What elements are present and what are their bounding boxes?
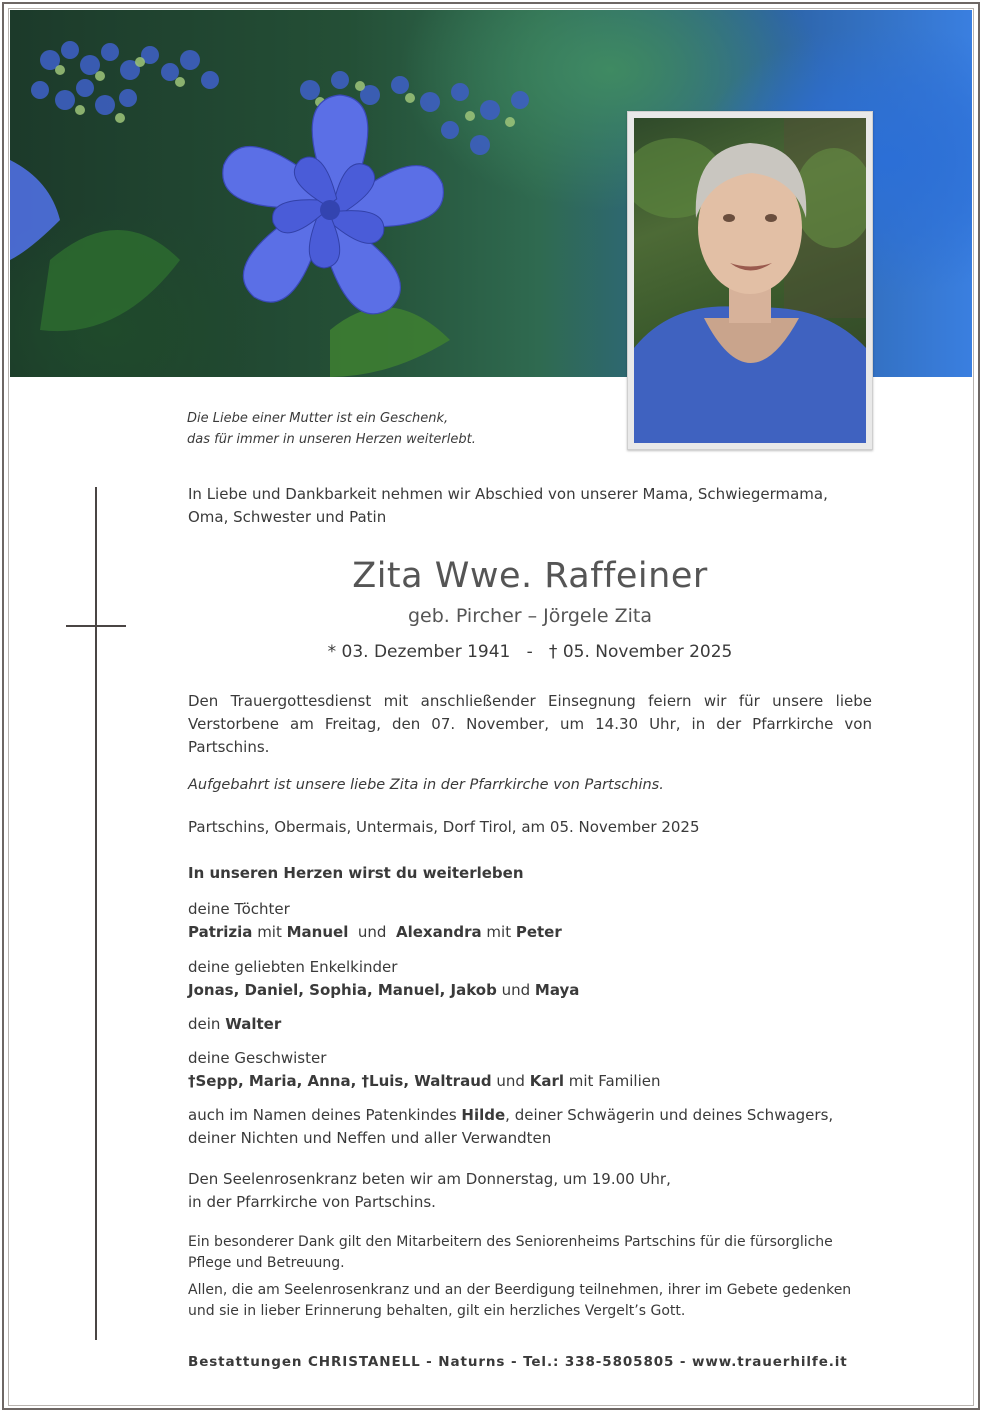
portrait-photo-frame <box>627 111 873 450</box>
son-in-law-name: Manuel <box>286 923 349 941</box>
grandchildren-label: deine geliebten Enkelkinder <box>188 958 398 976</box>
connector-text: mit <box>252 923 287 941</box>
daughters-label: deine Töchter <box>188 900 290 918</box>
grandchildren-names <box>188 979 872 1002</box>
place-and-date: Partschins, Obermais, Untermais, Dorf Tirol, am 05. November 2025 <box>188 818 700 836</box>
godchild-block <box>188 1104 872 1150</box>
siblings-label: deine Geschwister <box>188 1049 327 1067</box>
connector-text: mit Familien <box>564 1072 661 1090</box>
maiden-name: geb. Pircher – Jörgele Zita <box>407 605 653 627</box>
portrait-photo <box>634 118 866 443</box>
sibling-name: Karl <box>529 1072 564 1090</box>
connector-text: und <box>496 981 535 999</box>
connector-text: mit <box>481 923 516 941</box>
grandchildren-block <box>188 956 872 1002</box>
cross-vertical-beam <box>95 487 97 1340</box>
daughters-names <box>188 921 872 944</box>
partner-line <box>188 1013 872 1036</box>
connector-text: und <box>491 1072 530 1090</box>
daughter-name: Patrizia <box>188 923 253 941</box>
thanks-staff-text: Ein besonderer Dank gilt den Mitarbeitern des Seniorenheims Partschins für die fürsorgliche Pflege und Betreuung. <box>188 1234 833 1271</box>
siblings-list: †Sepp, Maria, Anna, †Luis, Waltraud <box>188 1072 492 1090</box>
son-in-law-name: Peter <box>515 923 562 941</box>
godchild-prefix: auch im Namen deines Patenkindes <box>188 1106 462 1124</box>
deceased-name: Zita Wwe. Raffeiner <box>352 556 708 596</box>
connector-text: und <box>348 923 396 941</box>
life-dates: * 03. Dezember 1941 - † 05. November 2025 <box>327 642 733 662</box>
intro-text: In Liebe und Dankbarkeit nehmen wir Abschied von unserer Mama, Schwiegermama, Oma, Schwester und Patin <box>188 485 828 526</box>
memorial-quote: Die Liebe einer Mutter ist ein Geschenk, das für immer in unseren Herzen weiterlebt. <box>187 411 476 447</box>
funeral-service-text: Den Trauergottesdienst mit anschließender Einsegnung feiern wir für unsere liebe Verstorbene am Freitag, den 07. November, um 14.30 Uhr, in der Pfarrkirche von Partschins. <box>188 692 872 756</box>
daughter-name: Alexandra <box>395 923 482 941</box>
grandchild-name: Maya <box>534 981 580 999</box>
daughters-block <box>188 898 872 944</box>
thanks-attendees-text: Allen, die am Seelenrosenkranz und an der Beerdigung teilnehmen, ihrer im Gebete gedenken und sie in lieber Erinnerung behalten, gilt ein herzliches Vergelt’s Gott. <box>188 1282 852 1319</box>
mourners-heading: In unseren Herzen wirst du weiterleben <box>188 864 524 882</box>
siblings-block <box>188 1047 872 1093</box>
cross-horizontal-beam <box>66 625 126 627</box>
rosary-text: Den Seelenrosenkranz beten wir am Donnerstag, um 19.00 Uhr, in der Pfarrkirche von Partschins. <box>188 1170 671 1211</box>
partner-name: Walter <box>225 1015 282 1033</box>
partner-label: dein <box>188 1015 226 1033</box>
laid-out-text: Aufgebahrt ist unsere liebe Zita in der Pfarrkirche von Partschins. <box>188 777 664 793</box>
funeral-home-footer: Bestattungen CHRISTANELL - Naturns - Tel.: 338-5805805 - www.trauerhilfe.it <box>188 1354 848 1370</box>
siblings-names <box>188 1070 872 1093</box>
godchild-name: Hilde <box>461 1106 506 1124</box>
relatives-text: , deiner Schwägerin und deines Schwagers, deiner Nichten und Neffen und aller Verwandten <box>188 1106 834 1147</box>
grandchildren-list: Jonas, Daniel, Sophia, Manuel, Jakob <box>188 981 497 999</box>
